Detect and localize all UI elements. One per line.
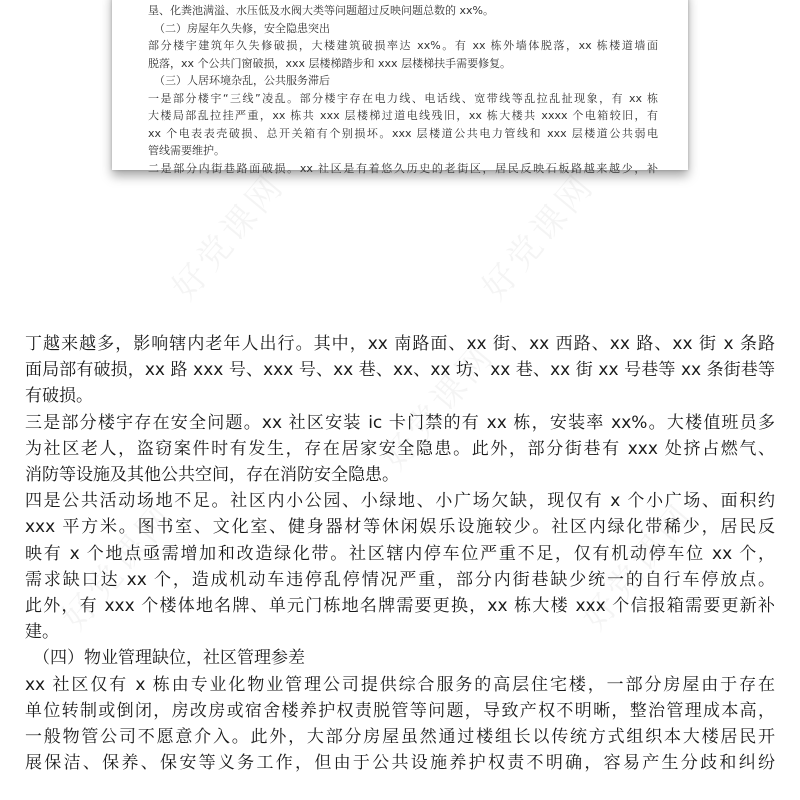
text-line: 一般物管公司不愿意介入。此外，大部分房屋虽然通过楼组长以传统方式组织本大楼居民开 (25, 727, 775, 748)
text-line: 映有 x 个地点亟需增加和改造绿化带。社区辖内停车位严重不足，仅有机动停车位 xx 个， (25, 543, 775, 564)
text-line: 大楼局部乱拉挂严重，xx 栋共 xxx 层楼梯过道电线残旧，xx 栋大楼共 xxxx 个电箱较旧，有 (148, 109, 658, 122)
text-line: 四是公共活动场地不足。社区内小公园、小绿地、小广场欠缺，现仅有 x 个小广场、面积约 (25, 491, 775, 512)
watermark (158, 161, 293, 309)
text-line: 垦、化粪池满溢、水压低及水阀大类等问题超过反映问题总数的 xx%。 (148, 4, 494, 17)
watermark (468, 161, 603, 309)
text-line: xxx 平方米。图书室、文化室、健身器材等休闲娱乐设施较少。社区内绿化带稀少，居民反 (25, 517, 775, 538)
preview-text (148, 2, 658, 177)
text-line: xx 个电表表壳破损、总开关箱有个别损坏。xxx 层楼道公共电力管线和 xxx 层楼道公共弱电 (148, 126, 658, 140)
text-line: 为社区老人，盗窃案件时有发生，存在居家安全隐患。此外，部分街巷有 xxx 处挤占燃气、 (25, 438, 775, 459)
section-heading: （三）人居环境杂乱，公共服务滞后 (154, 74, 330, 87)
text-line: 展保洁、保养、保安等义务工作，但由于公共设施养护权责不明确，容易产生分歧和纠纷 (25, 753, 775, 774)
text-line: 三是部分楼宇存在安全问题。xx 社区安装 ic 卡门禁的有 xx 栋，安装率 xx%。大楼值班员多 (25, 412, 775, 433)
text-line: 一是部分楼宇“三线”凌乱。部分楼宇存在电力线、电话线、宽带线等乱拉乱扯现象，有 xx 栋 (148, 91, 658, 105)
document-page-preview (112, 0, 688, 175)
text-line: 丁越来越多，影响辖内老年人出行。其中，xx 南路面、xx 街、xx 西路、xx 路、xx 街 x 条路 (25, 334, 775, 354)
text-line: 部分楼宇建筑年久失修破损，大楼建筑破损率达 xx%。有 xx 栋外墙体脱落，xx 栋楼道墙面 (148, 39, 658, 52)
text-line: 此外，有 xxx 个楼体地名牌、单元门栋地名牌需要更换，xx 栋大楼 xxx 个信报箱需要更新补 (25, 596, 775, 617)
text-line: 单位转制或倒闭，房改房或宿舍楼养护权责脱管等问题，导致产权不明晰，整治管理成本高， (25, 700, 775, 721)
text-line: 面局部有破损，xx 路 xxx 号、xxx 号、xx 巷、xx、xx 坊、xx 巷、xx 街 xx 号巷等 xx 条街巷等 (25, 360, 775, 381)
section-heading: （二）房屋年久失修，安全隐患突出 (154, 21, 330, 35)
text-line: 脱落，xx 个公共门窗破损，xxx 层楼梯踏步和 xxx 层楼梯扶手需要修复。 (148, 56, 512, 70)
document-body (25, 331, 775, 776)
text-line: 管线需要维护。 (148, 144, 225, 157)
text-line: 消防等设施及其他公共空间，存在消防安全隐患。 (25, 465, 399, 486)
text-line: 有破损。 (25, 386, 93, 407)
section-heading: （四）物业管理缺位，社区管理参差 (33, 648, 305, 669)
text-line: 二是部分内街巷路面破损。xx 社区是有着悠久历史的老街区，居民反映石板路越来越少，补 (148, 161, 658, 175)
text-line: 需求缺口达 xx 个，造成机动车违停乱停情况严重，部分内街巷缺少统一的自行车停放点。 (25, 569, 775, 590)
text-line: 建。 (25, 622, 59, 643)
text-line: xx 社区仅有 x 栋由专业化物业管理公司提供综合服务的高层住宅楼，一部分房屋由于存在 (25, 674, 775, 695)
